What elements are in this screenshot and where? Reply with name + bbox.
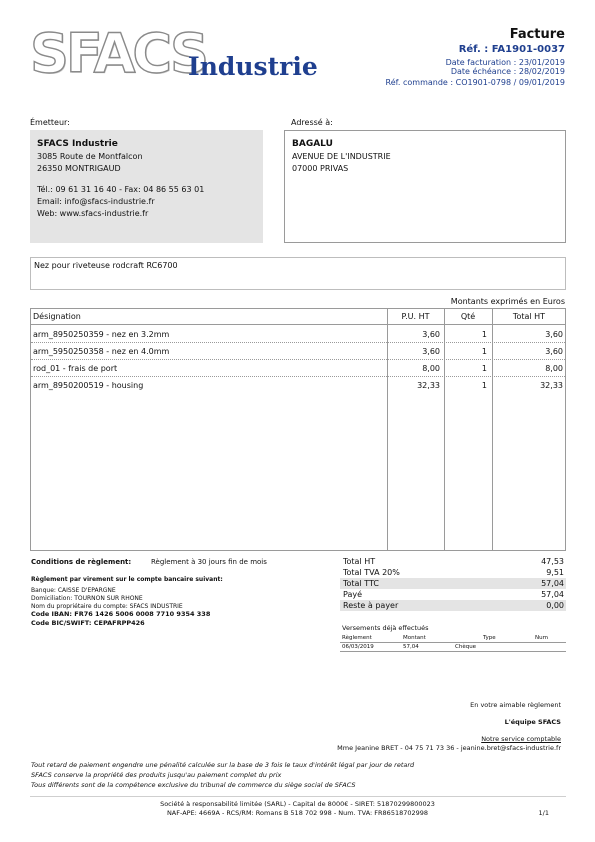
row-quantity: 1 — [481, 330, 487, 339]
row-unit-price: 32,33 — [417, 381, 440, 390]
total-row-ht — [340, 556, 566, 567]
sender-email: Email: info@sfacs-industrie.fr — [37, 197, 155, 206]
column-divider-qte — [444, 309, 445, 550]
payments-header-divider — [340, 642, 566, 643]
row-quantity: 1 — [481, 347, 487, 356]
row-quantity: 1 — [481, 364, 487, 373]
total-row-tva — [340, 567, 566, 578]
footer-divider — [30, 796, 566, 797]
remaining-value: 0,00 — [546, 601, 564, 610]
invoice-note-box — [30, 257, 566, 290]
total-tva-label: Total TVA 20% — [343, 568, 400, 577]
paid-value: 57,04 — [541, 590, 564, 599]
recipient-label: Adressé à: — [291, 118, 333, 127]
row-total: 3,60 — [545, 330, 563, 339]
sender-panel — [30, 130, 263, 243]
row-designation: arm_5950250358 - nez en 4.0mm — [33, 347, 170, 356]
payments-header-type: Type — [483, 635, 496, 641]
column-divider-total — [492, 309, 493, 550]
recipient-address-line1: AVENUE DE L'INDUSTRIE — [292, 152, 391, 161]
header-designation: Désignation — [33, 312, 81, 321]
legal-jurisdiction: Tous différents sont de la compétence exclusive du tribunal de commerce du siège social de SFACS — [31, 781, 356, 789]
company-logo-subtitle: Industrie — [188, 52, 318, 81]
currency-note: Montants exprimés en Euros — [450, 297, 565, 306]
footer-registration-info: NAF-APE: 4669A - RCS/RM: Romans B 518 702 998 - Num. TVA: FR86518702998 — [166, 809, 429, 817]
remaining-label: Reste à payer — [343, 601, 399, 610]
payments-made-title: Versements déjà effectués — [342, 624, 429, 632]
sender-address-line1: 3085 Route de Montfalcon — [37, 152, 143, 161]
row-separator — [31, 342, 565, 343]
total-tva-value: 9,51 — [546, 568, 564, 577]
payments-table — [340, 634, 566, 652]
recipient-panel — [284, 130, 566, 243]
invoice-reference: Réf. : FA1901-0037 — [458, 44, 565, 55]
column-divider-pu — [387, 309, 388, 550]
items-header-divider — [31, 324, 565, 325]
row-unit-price: 3,60 — [422, 330, 440, 339]
paid-label: Payé — [343, 590, 363, 599]
bank-name: Banque: CAISSE D'EPARGNE — [31, 587, 116, 594]
row-unit-price: 8,00 — [422, 364, 440, 373]
row-separator — [31, 376, 565, 377]
header-quantity: Qté — [460, 312, 476, 321]
items-table — [30, 308, 566, 551]
company-logo: SFACS — [30, 22, 206, 85]
header-unit-price: P.U. HT — [401, 312, 430, 321]
row-total: 3,60 — [545, 347, 563, 356]
row-quantity: 1 — [481, 381, 487, 390]
recipient-address-line2: 07000 PRIVAS — [292, 164, 349, 173]
row-total: 32,33 — [540, 381, 563, 390]
payments-bottom-divider — [340, 651, 566, 652]
total-ttc-value: 57,04 — [541, 579, 564, 588]
payments-header-montant: Montant — [403, 635, 426, 641]
row-designation: arm_8950250359 - nez en 3.2mm — [33, 330, 170, 339]
total-ht-value: 47,53 — [541, 557, 564, 566]
payment-date: 06/03/2019 — [342, 644, 374, 650]
payment-amount: 57,04 — [403, 644, 419, 650]
total-row-paid — [340, 589, 566, 600]
sender-label: Émetteur: — [30, 118, 70, 127]
closing-team: L'équipe SFACS — [504, 718, 561, 726]
order-reference: Réf. commande : CO1901-0798 / 09/01/2019 — [385, 78, 565, 87]
footer-company-info: Société à responsabilité limitée (SARL) - Capital de 8000€ - SIRET: 51870299800023 — [160, 800, 435, 808]
closing-greeting: En votre aimable règlement — [470, 701, 561, 709]
row-unit-price: 3,60 — [422, 347, 440, 356]
total-ht-label: Total HT — [343, 557, 376, 566]
bic-swift: Code BIC/SWIFT: CEPAFRPP426 — [31, 619, 145, 627]
account-owner: Nom du propriétaire du compte: SFACS INDUSTRIE — [31, 603, 183, 610]
page-number: 1/1 — [538, 809, 549, 817]
document-title: Facture — [509, 27, 565, 42]
sender-website: Web: www.sfacs-industrie.fr — [37, 209, 149, 218]
bank-domiciliation: Domiciliation: TOURNON SUR RHONE — [31, 595, 143, 602]
recipient-name: BAGALU — [292, 139, 333, 149]
row-separator — [31, 359, 565, 360]
due-date: Date échéance : 28/02/2019 — [450, 67, 565, 76]
iban: Code IBAN: FR76 1426 5006 0008 7710 9354 338 — [31, 610, 211, 618]
accounting-contact: Mme Jeanine BRET - 04 75 71 73 36 - jeanine.bret@sfacs-industrie.fr — [337, 744, 561, 752]
sender-name: SFACS Industrie — [37, 139, 118, 149]
total-row-remaining — [340, 600, 566, 611]
row-designation: arm_8950200519 - housing — [33, 381, 144, 390]
payment-type: Chèque — [455, 644, 477, 650]
invoice-date: Date facturation : 23/01/2019 — [445, 58, 565, 67]
sender-phone: Tél.: 09 61 31 16 40 - Fax: 04 86 55 63 01 — [37, 185, 205, 194]
payment-terms-label: Conditions de règlement: — [31, 558, 132, 566]
legal-ownership: SFACS conserve la propriété des produits jusqu'au paiement complet du prix — [31, 771, 282, 779]
sender-address-line2: 26350 MONTRIGAUD — [37, 164, 121, 173]
header-total: Total HT — [512, 312, 546, 321]
row-designation: rod_01 - frais de port — [33, 364, 118, 373]
totals-block — [340, 556, 566, 612]
accounting-service: Notre service comptable — [481, 735, 561, 743]
total-row-ttc — [340, 578, 566, 589]
payments-header-reglement: Règlement — [342, 635, 372, 641]
bank-transfer-title: Règlement par virement sur le compte bancaire suivant: — [31, 576, 223, 583]
legal-late-payment: Tout retard de paiement engendre une pénalité calculée sur la base de 3 fois le taux d'intérêt légal par jour de retard — [31, 761, 415, 769]
payment-terms-value: Règlement à 30 jours fin de mois — [151, 558, 267, 566]
row-total: 8,00 — [545, 364, 563, 373]
payments-header-num: Num — [535, 635, 548, 641]
total-ttc-label: Total TTC — [343, 579, 379, 588]
invoice-note: Nez pour riveteuse rodcraft RC6700 — [34, 261, 178, 270]
